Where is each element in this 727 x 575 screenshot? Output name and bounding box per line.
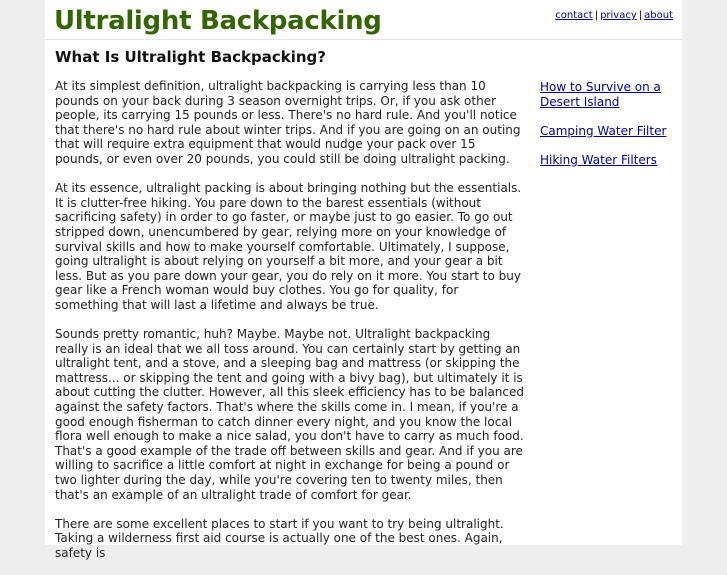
site-title: Ultralight Backpacking bbox=[54, 6, 382, 36]
article-paragraph: Sounds pretty romantic, huh? Maybe. Maybe not. Ultralight backpacking really is an ideal that we all toss around. You can certainly start by getting an ultralight tent, and a stove, and a sleeping bag and mattress (or skipping the mattress... or skipping the tent and going with a bivy bag), but ultimately it is about cutting the clutter. However, all this sleek efficiency has to be balanced against the safety factors. That's where the skills come in. I mean, if you're a good enough fisherman to catch dinner every night, and you know the local flora well enough to make a nice salad, you don't have to carry as much food. That's a good example of the trade off between skills and gear. And if you are willing to sacrifice a little comfort at night in exchange for being a pound or two lighter during the day, while you're covering ten to twenty miles, then that's an example of an ultralight trade of comfort for gear. bbox=[55, 327, 524, 502]
top-nav bbox=[555, 9, 673, 22]
header-divider bbox=[45, 39, 682, 40]
nav-separator: | bbox=[594, 10, 599, 21]
article-paragraph: At its simplest definition, ultralight backpacking is carrying less than 10 pounds on your back during 3 season overnight trips. Or, if you ask other people, its carrying 15 pounds or less. There's no hard rule. And you'll notice that there's no hard rule about winter trips. And if you are going on an outing that will require extra equipment that would nudge your pack over 15 pounds, or even over 20 pounds, you could still be doing ultralight packing. bbox=[55, 79, 521, 166]
article-content bbox=[55, 47, 525, 575]
sidebar-link-camping-water-filter[interactable]: Camping Water Filter bbox=[540, 123, 667, 138]
article-paragraph: At its essence, ultralight packing is about bringing nothing but the essentials. It is clutter-free hiking. You pare down to the barest essentials (without sacrificing safety) in order to go faster, or maybe just to go easier. To go out stripped down, unencumbered by gear, relying more on your knowledge of survival skills and how to make yourself comfortable. Ultimately, I suppose, going ultralight is about relying on yourself a bit more, and your gear a bit less. But as you pare down your gear, you do rely on it more. You start to buy gear like a French woman would buy clothes. You go for quality, for something that will last a lifetime and always be true. bbox=[55, 181, 522, 312]
about-link[interactable]: about bbox=[644, 10, 673, 21]
sidebar bbox=[540, 80, 672, 182]
article-title: What Is Ultralight Backpacking? bbox=[55, 48, 326, 66]
article-paragraph: There are some excellent places to start if you want to try being ultralight. Taking a wilderness first aid course is actually one of the best ones. Again, safety is bbox=[55, 516, 504, 560]
sidebar-link-hiking-water-filters[interactable]: Hiking Water Filters bbox=[540, 152, 657, 167]
page-container bbox=[45, 0, 682, 560]
contact-link[interactable]: contact bbox=[555, 10, 593, 21]
nav-separator: | bbox=[638, 10, 643, 21]
privacy-link[interactable]: privacy bbox=[600, 10, 637, 21]
sidebar-link-desert-island[interactable]: How to Survive on a Desert Island bbox=[540, 80, 661, 109]
